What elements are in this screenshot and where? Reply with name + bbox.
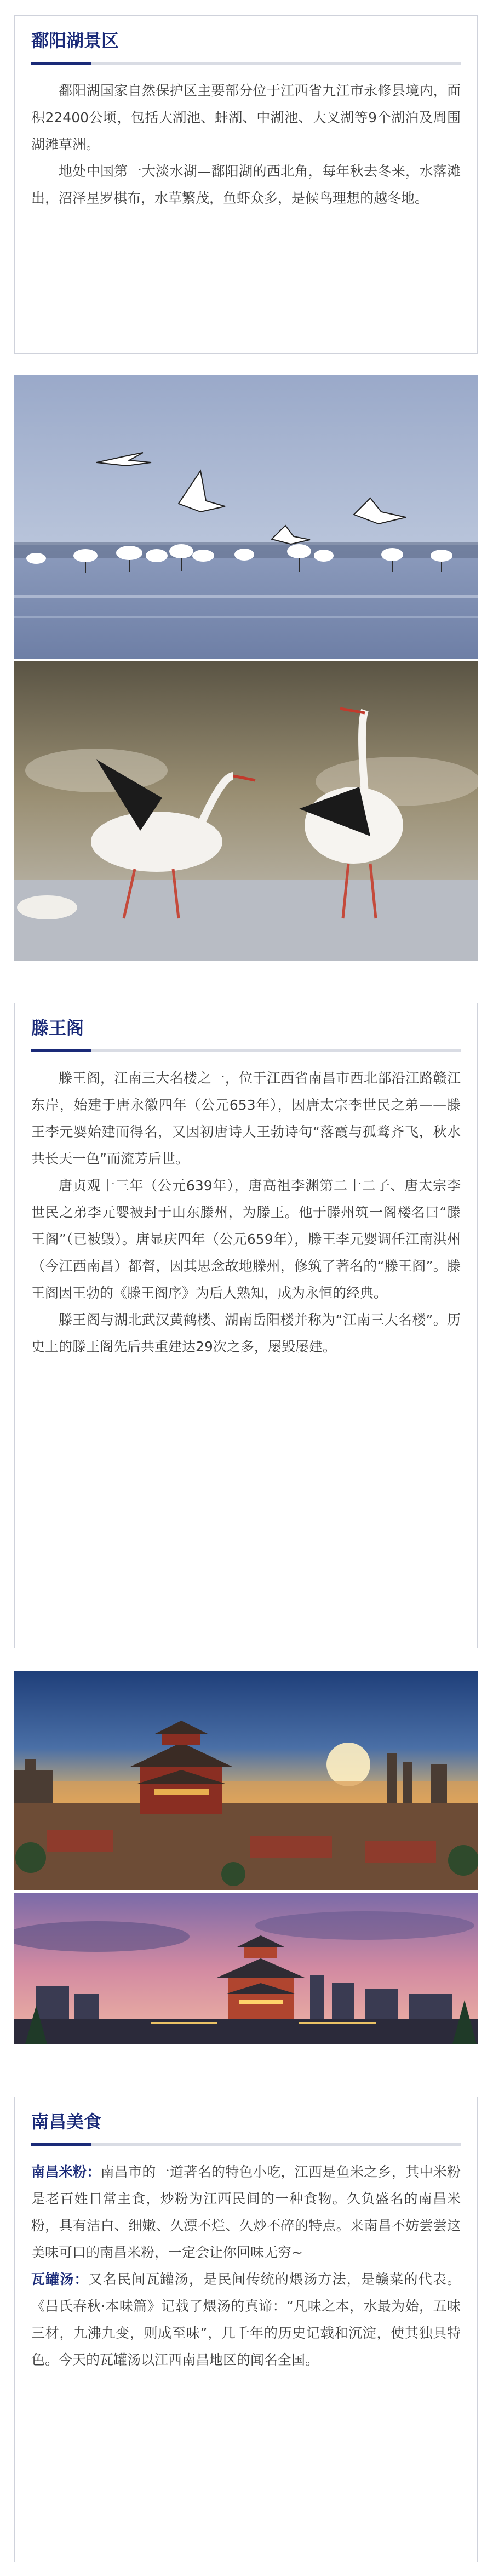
tengwang-sunset-aerial-photo	[14, 1671, 478, 1890]
poyang-paragraph-1: 鄱阳湖国家自然保护区主要部分位于江西省九江市永修县境内，面积22400公顷，包括大湖池、蚌湖、中湖池、大叉湖等9个湖泊及周围湖滩草洲。	[31, 83, 461, 152]
food-item-name: 瓦罐汤：	[31, 2271, 89, 2287]
title-underline	[31, 1049, 461, 1052]
tengwang-paragraph-1: 滕王阁，江南三大名楼之一，位于江西省南昌市西北部沿江路赣江东岸，始建于唐永徽四年（公元653年），因唐太宗李世民之弟——滕王李元婴始建而得名，又因初唐诗人王勃诗句“落霞与孤鹜齐飞，秋水共长天一色”而流芳后世。	[31, 1070, 461, 1167]
poyang-cranes-flying-photo	[14, 375, 478, 659]
title-underline	[31, 2143, 461, 2146]
poyang-paragraph-2: 地处中国第一大淡水湖—鄱阳湖的西北角，每年秋去冬来，水落滩出，沼泽星罗棋布，水草繁茂，鱼虾众多，是候鸟理想的越冬地。	[31, 163, 461, 206]
poyang-cranes-closeup-photo	[14, 661, 478, 961]
title-underline	[31, 62, 461, 65]
tengwang-paragraph-3: 滕王阁与湖北武汉黄鹤楼、湖南岳阳楼并称为“江南三大名楼”。历史上的滕王阁先后共重建达29次之多，屡毁屡建。	[31, 1312, 461, 1355]
food-item-description: 又名民间瓦罐汤，是民间传统的煨汤方法，是赣菜的代表。《吕氏春秋·本味篇》记载了煨汤的真谛：“凡味之本，水最为始，五味三材，九沸九变，则成至味”，几千年的历史记载和沉淀，使其独具特色。今天的瓦罐汤以江西南昌地区的闻名全国。	[31, 2271, 461, 2368]
tengwang-pavilion-card	[14, 1003, 478, 1648]
tengwang-pavilion-title: 滕王阁	[31, 1018, 84, 1038]
nanchang-food-body	[31, 2158, 461, 2373]
tengwang-pavilion-body	[31, 1065, 461, 1360]
nanchang-food-card	[14, 2097, 478, 2562]
food-item-rice-noodles	[31, 2158, 461, 2266]
tengwang-dusk-photo	[14, 1893, 478, 2044]
poyang-lake-card	[14, 15, 478, 354]
poyang-lake-body	[31, 77, 461, 212]
tengwang-paragraph-2: 唐贞观十三年（公元639年），唐高祖李渊第二十二子、唐太宗李世民之弟李元婴被封于山东滕州，为滕王。他于滕州筑一阁楼名曰“滕王阁”（已被毁）。唐显庆四年（公元659年），滕王李元婴调任江南洪州（今江西南昌）都督，因其思念故地滕州，修筑了著名的“滕王阁”。滕王阁因王勃的《滕王阁序》为后人熟知，成为永恒的经典。	[31, 1178, 461, 1301]
food-item-name: 南昌米粉：	[31, 2164, 101, 2180]
food-item-description: 南昌市的一道著名的特色小吃，江西是鱼米之乡，其中米粉是老百姓日常主食，炒粉为江西民间的一种食物。久负盛名的南昌米粉，具有洁白、细嫩、久漂不烂、久炒不碎的特点。来南昌不妨尝尝这美味可口的南昌米粉，一定会让你回味无穷~	[31, 2164, 461, 2260]
poyang-lake-title: 鄱阳湖景区	[31, 30, 119, 51]
nanchang-food-title: 南昌美食	[31, 2111, 102, 2132]
food-item-clay-pot-soup	[31, 2266, 461, 2373]
